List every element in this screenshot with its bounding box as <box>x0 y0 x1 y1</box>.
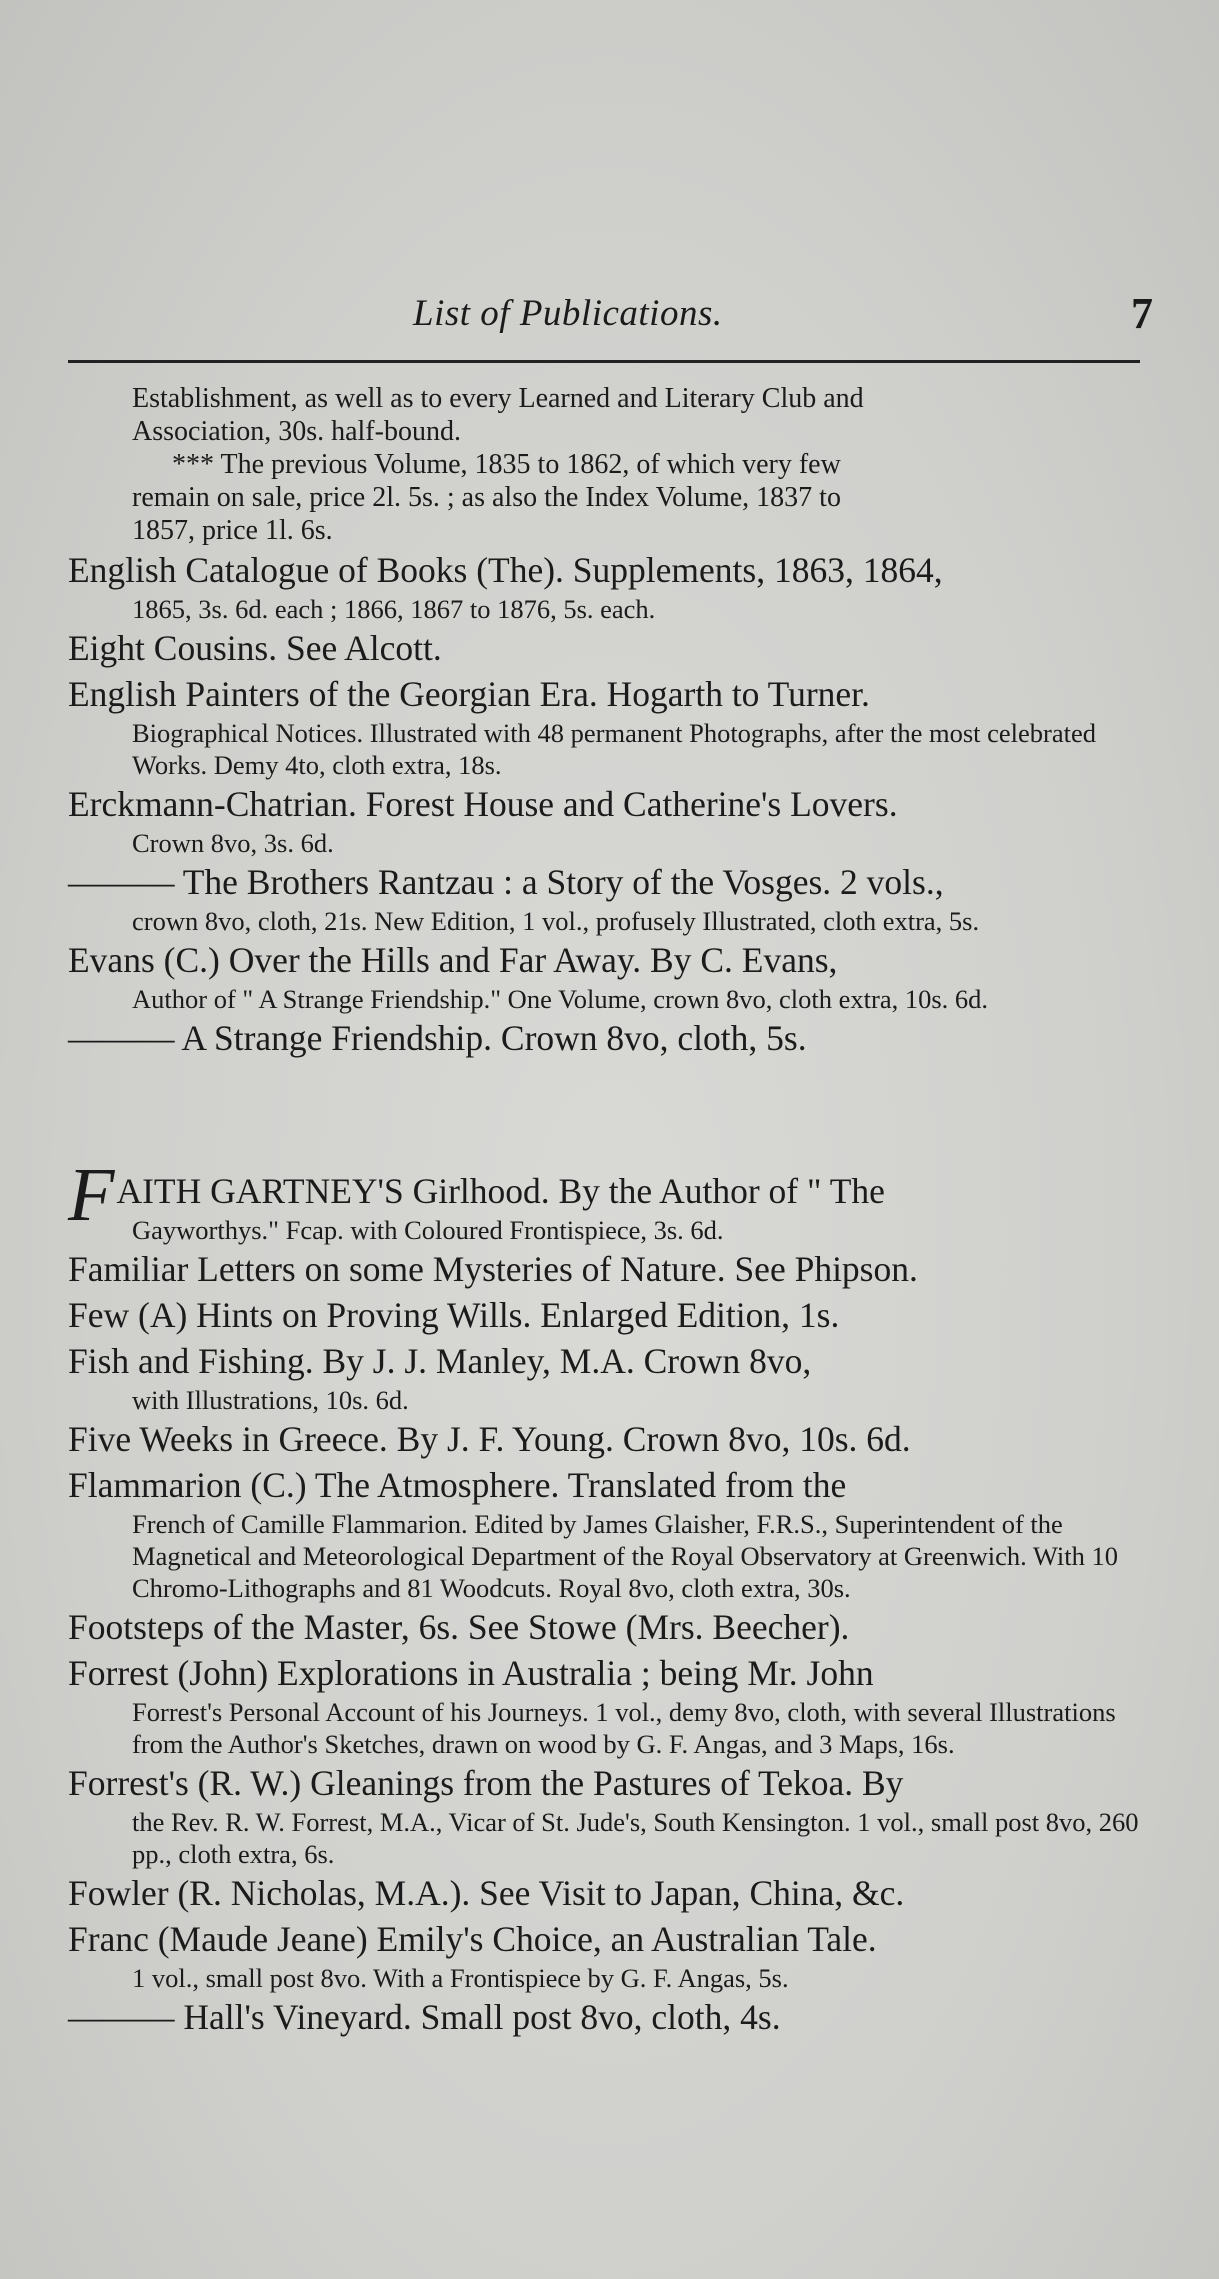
entry-five-weeks <box>68 1416 1153 1462</box>
entry-title-text: AITH GARTNEY'S Girlhood. By the Author of " The <box>116 1171 885 1211</box>
entry-establishment <box>68 382 1153 448</box>
entry-details: Forrest's Personal Account of his Journeys. 1 vol., demy 8vo, cloth, with several Illustrations from the Author's Sketches, drawn on wood by G. F. Angas, and 3 Maps, 16s. <box>132 1697 1116 1759</box>
entry-title: Eight Cousins. See Alcott. <box>68 628 442 668</box>
entry-details: Biographical Notices. Illustrated with 48 permanent Photographs, after the most celebrated Works. Demy 4to, cloth extra, 18s. <box>132 718 1097 780</box>
entry-title: Franc (Maude Jeane) Emily's Choice, an Australian Tale. <box>68 1919 877 1959</box>
entry-details: the Rev. R. W. Forrest, M.A., Vicar of St. Jude's, South Kensington. 1 vol., small post 8vo, 260 pp., cloth extra, 6s. <box>132 1807 1139 1869</box>
header-rule <box>68 360 1140 363</box>
entry-details: French of Camille Flammarion. Edited by James Glaisher, F.R.S., Superintendent of the Magnetical and Meteorological Department of the Royal Observatory at Greenwich. With 10 Chromo-Lithographs and 81 Woodcuts. Royal 8vo, cloth extra, 30s. <box>132 1509 1118 1603</box>
entry-title: Familiar Letters on some Mysteries of Nature. See Phipson. <box>68 1249 918 1289</box>
entry-english-catalogue <box>68 547 1153 625</box>
running-title: List of Publications. <box>413 293 723 334</box>
entry-title: Five Weeks in Greece. By J. F. Young. Crown 8vo, 10s. 6d. <box>68 1419 911 1459</box>
entry-title: ——— A Strange Friendship. Crown 8vo, cloth, 5s. <box>68 1018 807 1058</box>
entry-details: 1865, 3s. 6d. each ; 1866, 1867 to 1876, 5s. each. <box>132 594 656 624</box>
entry-details: crown 8vo, cloth, 21s. New Edition, 1 vol., profusely Illustrated, cloth extra, 5s. <box>132 906 980 936</box>
entry-fowler <box>68 1870 1153 1916</box>
entry-title: Footsteps of the Master, 6s. See Stowe (Mrs. Beecher). <box>68 1607 850 1647</box>
entry-title: Erckmann-Chatrian. Forest House and Catherine's Lovers. <box>68 784 898 824</box>
entry-title: Evans (C.) Over the Hills and Far Away. By C. Evans, <box>68 940 838 980</box>
entry-title: ——— The Brothers Rantzau : a Story of the Vosges. 2 vols., <box>68 862 944 902</box>
entry-line: Association, 30s. half-bound. <box>132 416 461 447</box>
entry-forrest-rw <box>68 1760 1153 1870</box>
entry-details: Crown 8vo, 3s. 6d. <box>132 828 334 858</box>
entry-previous-volume <box>68 448 1153 547</box>
entry-flammarion <box>68 1462 1153 1604</box>
entry-line: remain on sale, price 2l. 5s. ; as also the Index Volume, 1837 to <box>132 482 841 513</box>
lower-entries <box>68 1153 1153 2040</box>
entry-english-painters <box>68 671 1153 781</box>
entry-faith-gartney <box>68 1153 1153 1246</box>
entry-title: Fowler (R. Nicholas, M.A.). See Visit to Japan, China, &c. <box>68 1873 905 1913</box>
entry-line: Establishment, as well as to every Learned and Literary Club and <box>132 383 864 414</box>
entry-title: ——— Hall's Vineyard. Small post 8vo, cloth, 4s. <box>68 1997 781 2037</box>
entry-details: Author of " A Strange Friendship." One Volume, crown 8vo, cloth extra, 10s. 6d. <box>132 984 989 1014</box>
entry-title: Fish and Fishing. By J. J. Manley, M.A. Crown 8vo, <box>68 1341 812 1381</box>
entry-title: Forrest's (R. W.) Gleanings from the Pastures of Tekoa. By <box>68 1763 904 1803</box>
entry-footsteps <box>68 1604 1153 1650</box>
entry-details: Gayworthys." Fcap. with Coloured Frontispiece, 3s. 6d. <box>132 1215 724 1245</box>
entry-franc <box>68 1916 1153 1994</box>
upper-entries <box>68 382 1153 1061</box>
drop-cap: F <box>68 1153 115 1237</box>
page-header <box>68 289 1153 342</box>
entry-strange-friendship <box>68 1015 1153 1061</box>
entry-line: *** The previous Volume, 1835 to 1862, of which very few <box>172 449 841 480</box>
entry-halls-vineyard <box>68 1994 1153 2040</box>
entry-forrest-john <box>68 1650 1153 1760</box>
entry-title: Forrest (John) Explorations in Australia ; being Mr. John <box>68 1653 874 1693</box>
entry-details: with Illustrations, 10s. 6d. <box>132 1385 409 1415</box>
entry-title: Flammarion (C.) The Atmosphere. Translated from the <box>68 1465 847 1505</box>
entry-few-hints <box>68 1292 1153 1338</box>
entry-title: English Catalogue of Books (The). Supplements, 1863, 1864, <box>68 550 943 590</box>
entry-evans-hills <box>68 937 1153 1015</box>
entry-line: 1857, price 1l. 6s. <box>132 515 333 546</box>
entry-eight-cousins <box>68 625 1153 671</box>
entry-erckmann-chatrian <box>68 781 1153 859</box>
entry-title: Few (A) Hints on Proving Wills. Enlarged Edition, 1s. <box>68 1295 840 1335</box>
entry-details: 1 vol., small post 8vo. With a Frontispiece by G. F. Angas, 5s. <box>132 1963 789 1993</box>
entry-brothers-rantzau <box>68 859 1153 937</box>
page-number: 7 <box>1131 289 1153 338</box>
entry-title: English Painters of the Georgian Era. Hogarth to Turner. <box>68 674 870 714</box>
entry-familiar-letters <box>68 1246 1153 1292</box>
entry-fish-fishing <box>68 1338 1153 1416</box>
